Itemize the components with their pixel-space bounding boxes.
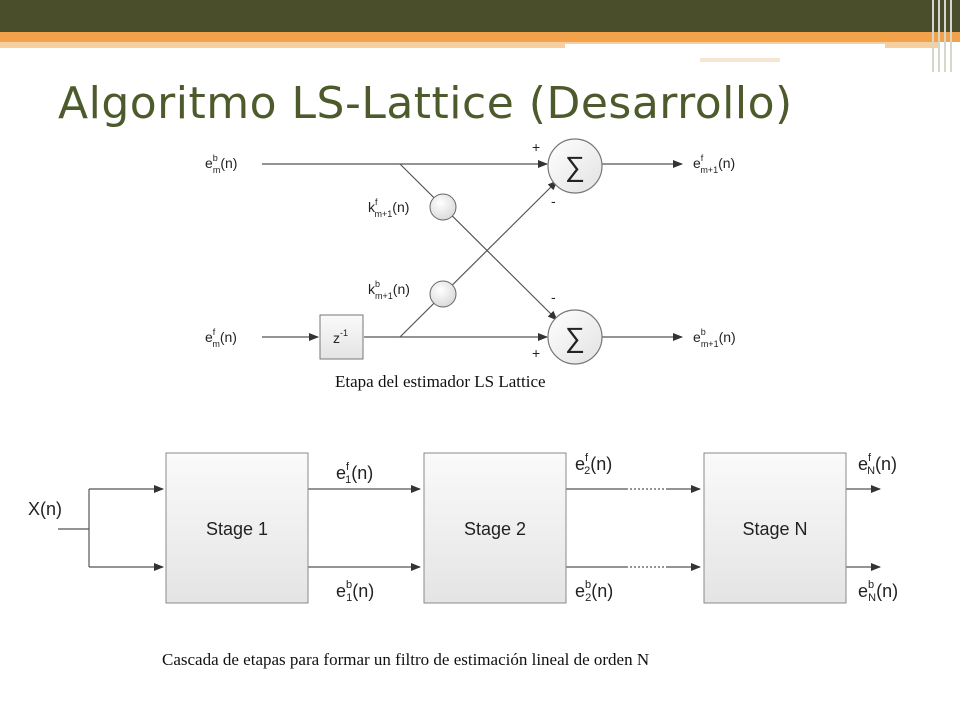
label-output-forward: $e^f$ m+1(n)	[693, 153, 736, 175]
stage-1-label: Stage 1	[205, 519, 269, 539]
label-ef2: $e^f$ 2(n)	[575, 452, 613, 477]
lattice-stage-diagram	[262, 164, 682, 337]
sign-minus-top: -	[551, 193, 556, 209]
coef-b-node	[430, 281, 456, 307]
label-eb1: $e^b$ 1(n)	[336, 579, 375, 604]
label-output-backward: $e^b$ m+1(n)	[693, 327, 736, 349]
label-eb2: $e^b$ 2(n)	[575, 579, 614, 604]
label-input-forward: $e^f$ m(n)	[205, 327, 237, 349]
label-ebN: $e^b$ N(n)	[858, 579, 899, 604]
label-coef-backward: $k^b$ m+1(n)	[368, 279, 410, 301]
sign-minus-bottom: -	[551, 289, 556, 305]
slide-title: Algoritmo LS-Lattice (Desarrollo)	[58, 78, 793, 129]
stage-N-label: Stage N	[742, 519, 808, 539]
label-input-x: X(n)	[28, 499, 63, 519]
coef-f-node	[430, 194, 456, 220]
label-efN: $e^f$ N(n)	[858, 452, 898, 477]
stage-2-label: Stage 2	[463, 519, 527, 539]
label-ef1: $e^f$ 1(n)	[336, 461, 374, 486]
sum-symbol-top: ∑	[565, 151, 585, 182]
delay-label: $z^{-1}$	[333, 328, 349, 346]
label-coef-forward: $k^f$ m+1(n)	[368, 197, 410, 219]
caption-lattice-stage: Etapa del estimador LS Lattice	[335, 372, 546, 391]
cross-line-forward	[400, 164, 557, 320]
sum-symbol-bottom: ∑	[565, 322, 585, 353]
caption-cascade: Cascada de etapas para formar un filtro de estimación lineal de orden N	[162, 650, 650, 669]
sign-plus-top: +	[532, 139, 541, 155]
label-input-backward: $e^b$ m(n)	[205, 153, 238, 175]
cross-line-backward	[400, 181, 557, 337]
sign-plus-bottom: +	[532, 345, 541, 361]
